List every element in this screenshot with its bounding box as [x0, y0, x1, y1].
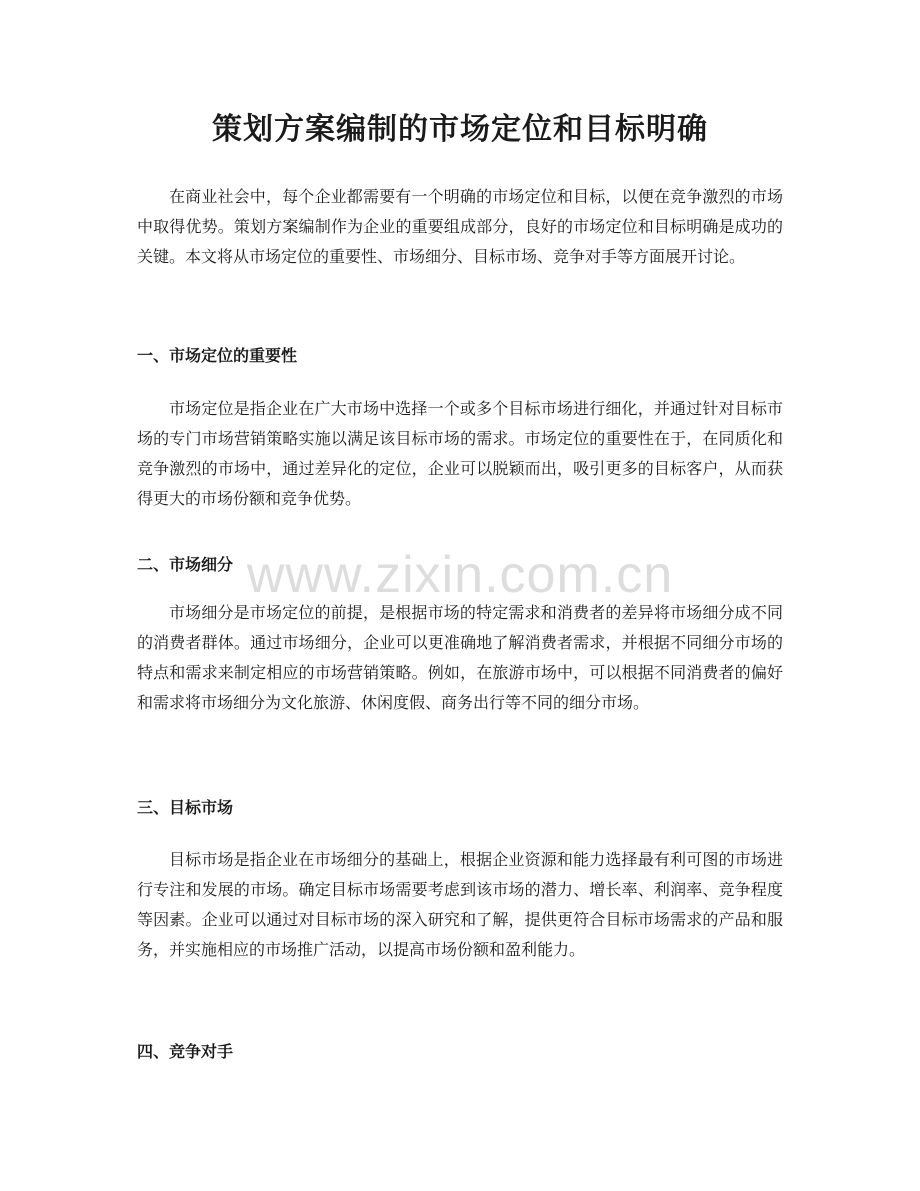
intro-paragraph: 在商业社会中，每个企业都需要有一个明确的市场定位和目标，以便在竞争激烈的市场中取得优势。策划方案编制作为企业的重要组成部分，良好的市场定位和目标明确是成功的关键。本文将从市场定位的重要性、市场细分、目标市场、竞争对手等方面展开讨论。 [137, 187, 783, 266]
document-title: 策划方案编制的市场定位和目标明确 [212, 112, 708, 147]
section-heading-1: 一、市场定位的重要性 [137, 346, 298, 365]
section-heading-4: 四、竞争对手 [137, 1042, 234, 1061]
section-heading-3: 三、目标市场 [137, 798, 234, 817]
section-body-3: 目标市场是指企业在市场细分的基础上，根据企业资源和能力选择最有利可图的市场进行专注和发展的市场。确定目标市场需要考虑到该市场的潜力、增长率、利润率、竞争程度等因素。企业可以通过对目标市场的深入研究和了解，提供更符合目标市场需求的产品和服务，并实施相应的市场推广活动，以提高市场份额和盈利能力。 [137, 850, 783, 959]
section-heading-2: 二、市场细分 [137, 555, 234, 574]
section-body-2: 市场细分是市场定位的前提，是根据市场的特定需求和消费者的差异将市场细分成不同的消费者群体。通过市场细分，企业可以更准确地了解消费者需求，并根据不同细分市场的特点和需求来制定相应的市场营销策略。例如，在旅游市场中，可以根据不同消费者的偏好和需求将市场细分为文化旅游、休闲度假、商务出行等不同的细分市场。 [137, 603, 783, 712]
section-body-1: 市场定位是指企业在广大市场中选择一个或多个目标市场进行细化，并通过针对目标市场的专门市场营销策略实施以满足该目标市场的需求。市场定位的重要性在于，在同质化和竞争激烈的市场中，通过差异化的定位，企业可以脱颖而出，吸引更多的目标客户，从而获得更大的市场份额和竞争优势。 [137, 399, 783, 508]
watermark-text: www.zixin.com.cn [246, 546, 674, 604]
